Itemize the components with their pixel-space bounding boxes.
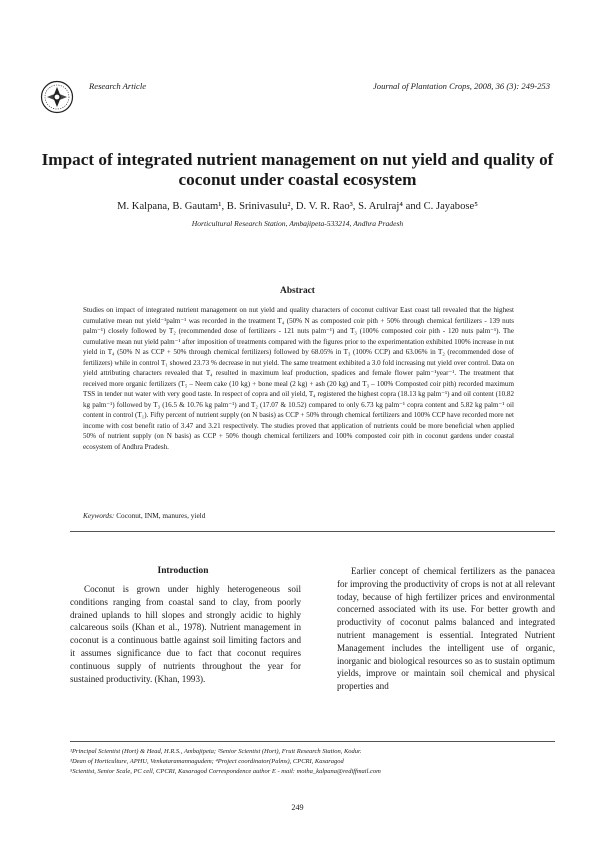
introduction-left-column xyxy=(70,583,301,685)
abstract-text: Studies on impact of integrated nutrient management on nut yield and quality characters of coconut cultivar East coast tall revealed that the highest cumulative mean nut yield⁻¹palm⁻¹ was recorded in the treatment T₄ (50% N as composted coir pith + 50% through chemical fertilizers - 139 nuts palm⁻¹) closely followed by T₂ (recommended dose of fertilizers - 121 nuts palm⁻¹) and T₃ (100% composted coir pith - 120 nuts palm⁻¹). The cumulative mean nut yield palm⁻¹ after imposition of treatments compared with the figures prior to the experimentation exhibited 100% increase in nut yield in T₄ (50% N as CCP + 50% through chemical fertilizers) followed by 68.05% in T₃ (100% CCP) and 63.06% in T₂ (recommended dose of fertilizers) while in control T₁ showed 23.73 % decrease in nut yield. The same treatment exhibited a 3.0 fold increasing nut yield over control. Data on yield attributing characters revealed that T₄ resulted in maximum leaf production, spadices and female flower palm⁻¹year⁻¹. The treatment that received more organic fertilizers (T₅ – Neem cake (10 kg) + bone meal (2 kg) + ash (20 kg) and T₃ – 100% Composted coir pith) recorded maximum TSS in tender nut water with very good taste. In respect of copra and oil yield, T₄ registered the highest copra (18.13 kg palm⁻¹) and oil content (10.82 kg palm⁻¹) followed by T₃ (16.5 & 10.76 kg palm⁻¹) and T₂ (17.07 & 10.52) compared to only 6.73 kg palm⁻¹ copra content and 5.82 kg palm⁻¹ oil content in control (T₁). Fifty percent of nutrient supply (on N basis) as CCP + 50% through chemical fertilizers and 100% CCP have recorded more net income with cost benefit ratio of 3.47 and 3.21 respectively. The studies proved that application of nutrients could be more beneficial when applied 50% of nutrient supply (on N basis) as CCP + 50% though chemical fertilizers and 100% composted coir pith in coconut gardens under coastal ecosystem of Andhra Pradesh. xyxy=(83,306,514,451)
article-type: Research Article xyxy=(89,81,147,91)
introduction-right-column xyxy=(337,565,555,693)
footnote-1: ¹Principal Scientist (Hort) & Head, H.R.S., Ambajipeta; ²Senior Scientist (Hort), Fruit Research Station, Kodur. xyxy=(70,748,362,755)
abstract-body xyxy=(83,305,514,452)
author-list: M. Kalpana, B. Gautam¹, B. Srinivasulu², D. V. R. Rao³, S. Arulraj⁴ and C. Jayabose⁵ xyxy=(117,201,478,212)
introduction-paragraph-1: Coconut is grown under highly heterogeneous soil conditions ranging from coastal sand to clay, from poorly drained uplands to hill slopes and strongly acidic to highly calcareous soils (Khan et al., 1978). Nutrient management in coconut is a continuous battle against soil limiting factors and it assumes significance due to fact that coconut requires continuous supply of nutrients throughout the year for sustained productivity. (Khan, 1993). xyxy=(70,584,301,684)
footnotes xyxy=(70,747,555,777)
keywords-label: Keywords: xyxy=(83,511,115,520)
abstract-divider xyxy=(70,531,555,532)
footnote-3: ⁵Scientist, Senior Scale, PC cell, CPCRI, Kasaragod Correspondence author E - mail: motha_kalpana@rediffmail.com xyxy=(70,768,381,775)
journal-reference: Journal of Plantation Crops, 2008, 36 (3): 249-253 xyxy=(372,81,550,91)
keywords-text: Coconut, INM, manures, yield xyxy=(116,511,206,520)
page-number: 249 xyxy=(291,803,304,812)
affiliation: Horticultural Research Station, Ambajipeta-533214, Andhra Pradesh xyxy=(191,219,404,228)
paper-title: Impact of integrated nutrient management on nut yield and quality of coconut under coastal ecosystem xyxy=(41,150,554,189)
journal-logo xyxy=(40,80,74,114)
abstract-heading: Abstract xyxy=(280,286,315,296)
footnote-2: ³Dean of Horticulture, APHU, Venkataramannagudem; ⁴Project coordinator(Palms), CPCRI, Kasaragod xyxy=(70,758,344,765)
introduction-paragraph-2: Earlier concept of chemical fertilizers as the panacea for improving the productivity of crops is not at all relevant today, because of high fertilizer prices and environmental concerned associated with its use. For better growth and productivity of coconut palms balanced and integrated nutrient management is essential. Integrated Nutrient Management includes the intelligent use of organic, inorganic and biological resources so as to sustain optimum yields, improve or maintain soil chemical and physical properties and xyxy=(337,566,555,692)
keywords xyxy=(83,511,205,520)
introduction-heading: Introduction xyxy=(157,566,209,576)
footnote-divider xyxy=(70,741,555,742)
